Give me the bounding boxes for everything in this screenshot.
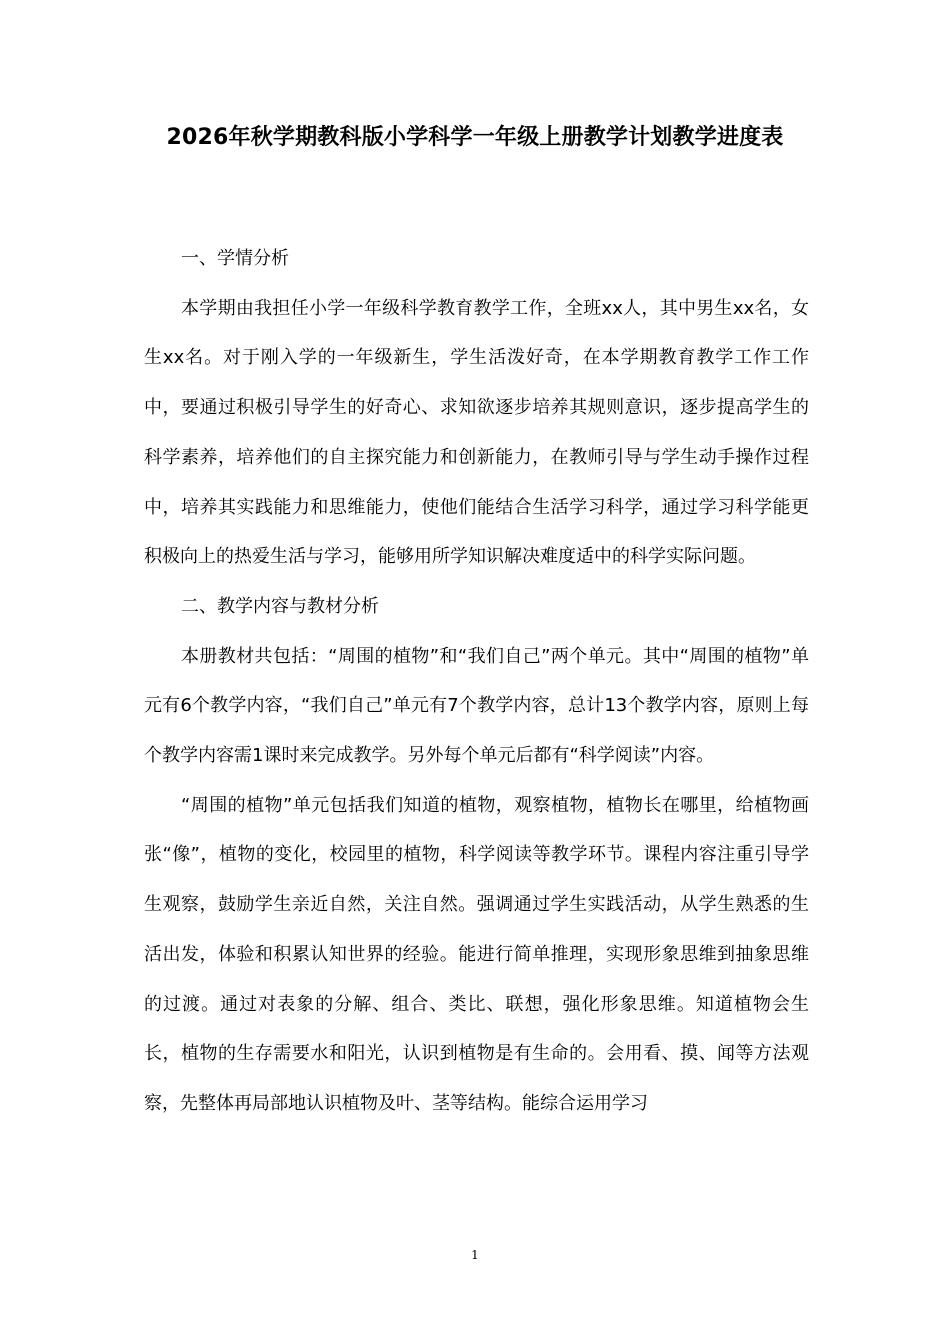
paragraph-textbook-overview: 本册教材共包括：“周围的植物”和“我们自己”两个单元。其中“周围的植物”单元有6个教学内容，“我们自己”单元有7个教学内容，总计13个教学内容，原则上每个教学内容需1课时来完成教学。另外每个单元后都有“科学阅读”内容。	[144, 645, 809, 767]
page-number: 1	[471, 1248, 479, 1262]
page-title: 2026年秋学期教科版小学科学一年级上册教学计划教学进度表	[166, 125, 784, 150]
section-heading-student-analysis: 一、学情分析	[181, 248, 289, 269]
paragraph-student-analysis: 本学期由我担任小学一年级科学教育教学工作，全班xx人，其中男生xx名，女生xx名。对于刚入学的一年级新生，学生活泼好奇，在本学期教育教学工作工作中，要通过积极引导学生的好奇心、求知欲逐步培养其规则意识，逐步提高学生的科学素养，培养他们的自主探究能力和创新能力，在教师引导与学生动手操作过程中，培养其实践能力和思维能力，使他们能结合生活学习科学，通过学习科学能更积极向上的热爱生活与学习，能够用所学知识解决难度适中的科学实际问题。	[144, 297, 809, 568]
section-heading-content-analysis: 二、教学内容与教材分析	[181, 595, 379, 617]
document-body	[144, 234, 809, 1129]
paragraph-plants-unit: “周围的植物”单元包括我们知道的植物，观察植物，植物长在哪里，给植物画张“像”，植物的变化，校园里的植物，科学阅读等教学环节。课程内容注重引导学生观察，鼓励学生亲近自然，关注自然。强调通过学生实践活动，从学生熟悉的生活出发，体验和积累认知世界的经验。能进行简单推理，实现形象思维到抽象思维的过渡。通过对表象的分解、组合、类比、联想，强化形象思维。知道植物会生长，植物的生存需要水和阳光，认识到植物是有生命的。会用看、摸、闻等方法观察，先整体再局部地认识植物及叶、茎等结构。能综合运用学习	[144, 794, 809, 1114]
